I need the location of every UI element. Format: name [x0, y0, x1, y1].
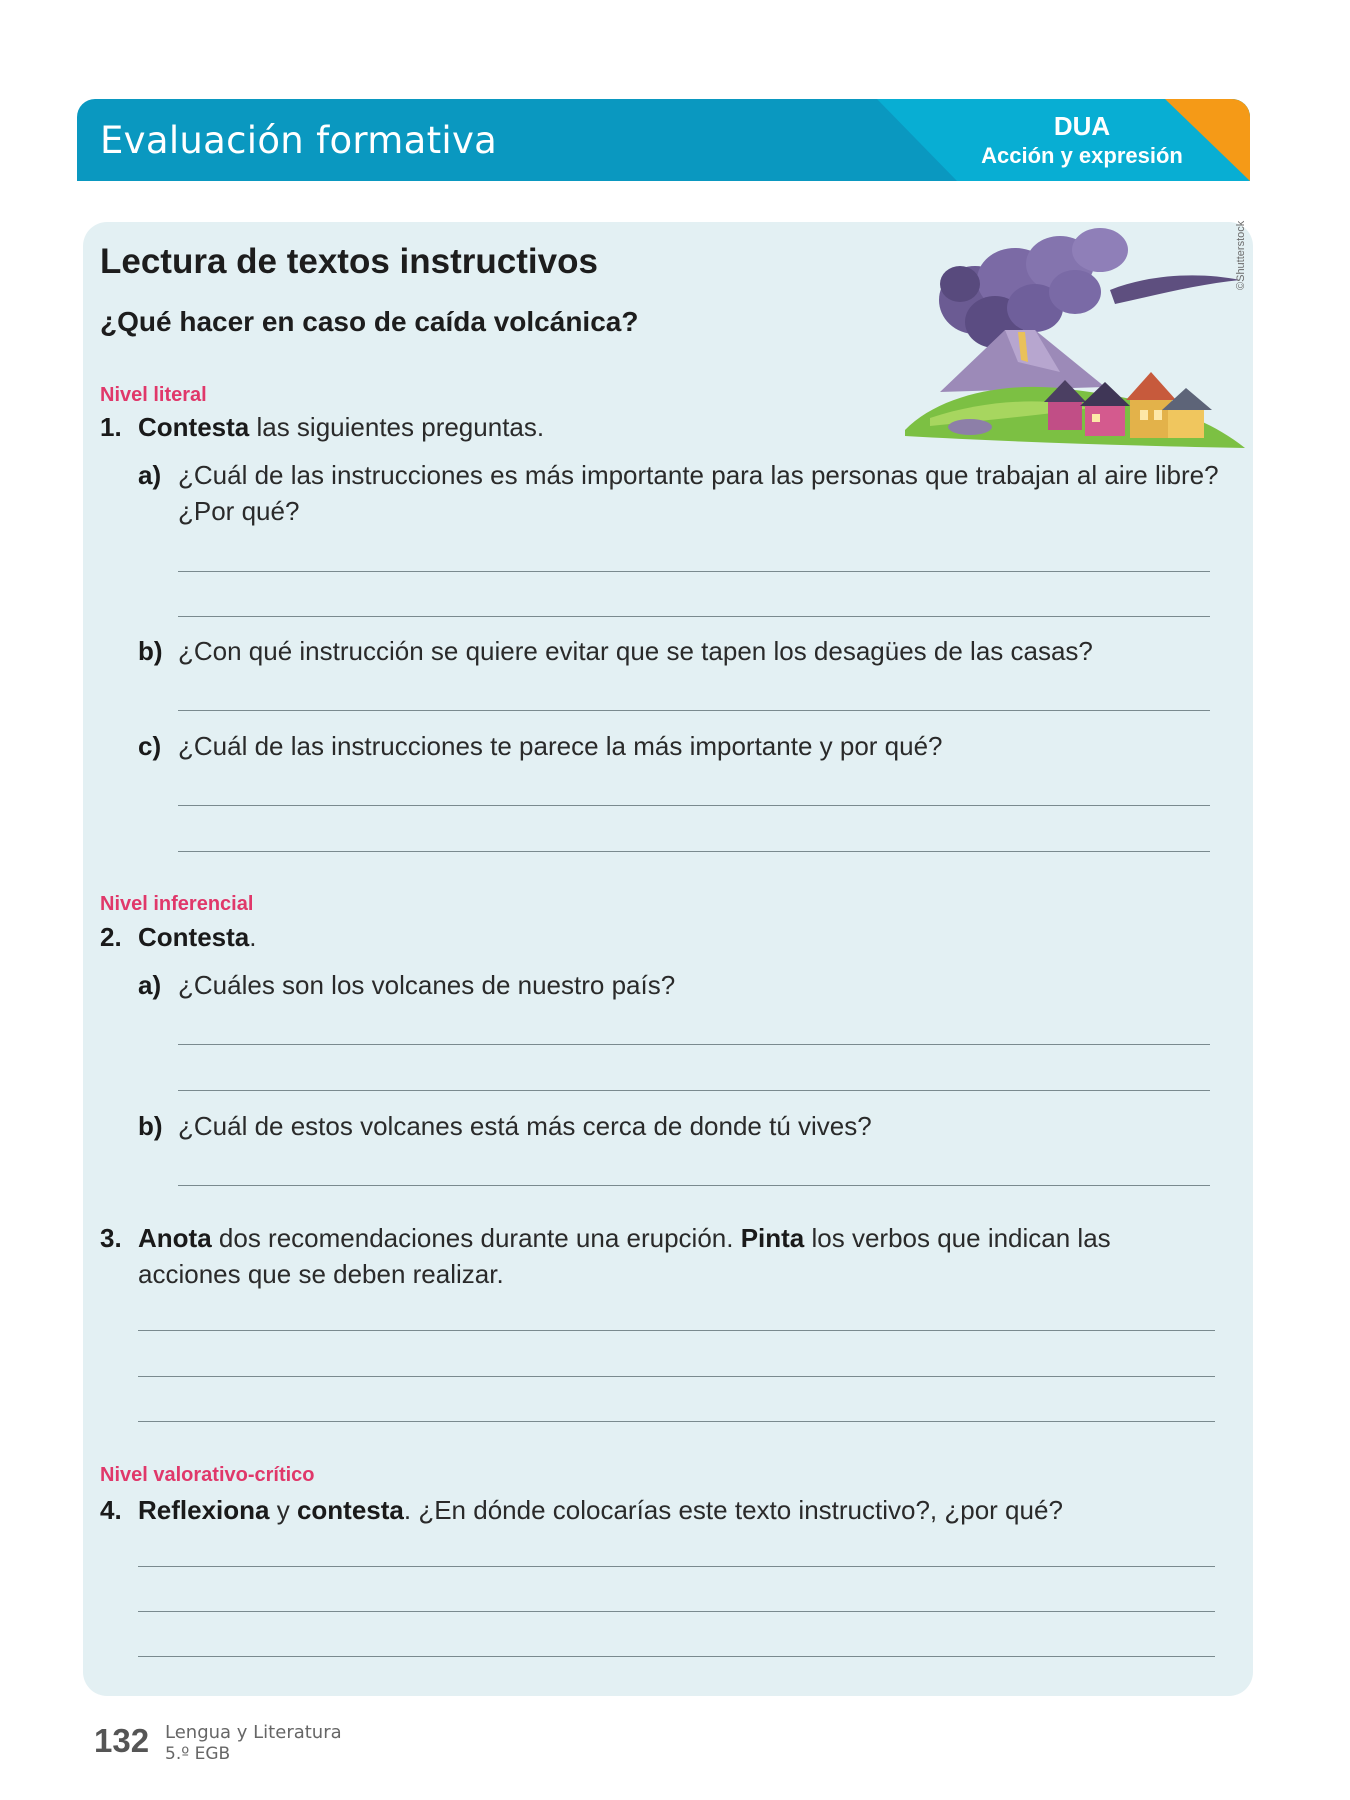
question-4-text-1: y — [269, 1495, 297, 1525]
answer-line[interactable] — [178, 851, 1210, 852]
question-2-text: . — [249, 922, 257, 952]
answer-line[interactable] — [178, 616, 1210, 617]
question-1b-text: ¿Con qué instrucción se quiere evitar que se tapen los desagües de las casas? — [178, 636, 1093, 666]
answer-line[interactable] — [138, 1566, 1215, 1567]
question-1a-text: ¿Cuál de las instrucciones es más importante para las personas que trabajan al aire libre? — [178, 460, 1219, 490]
level-label-inferencial: Nivel inferencial — [100, 893, 254, 915]
image-credit: ©Shutterstock — [1235, 220, 1247, 290]
section-subtitle: ¿Qué hacer en caso de caída volcánica? — [100, 306, 639, 337]
question-1c-letter: c) — [138, 731, 162, 761]
question-2a-letter: a) — [138, 970, 162, 1000]
answer-line[interactable] — [138, 1656, 1215, 1657]
question-1c-text: ¿Cuál de las instrucciones te parece la más importante y por qué? — [178, 731, 943, 761]
question-4-number: 4. — [100, 1495, 122, 1525]
answer-line[interactable] — [178, 710, 1210, 711]
question-1-number: 1. — [100, 412, 122, 442]
banner-title: Evaluación formativa — [100, 119, 498, 162]
dua-subtitle: Acción y expresión — [981, 143, 1183, 168]
answer-line[interactable] — [138, 1611, 1215, 1612]
question-4-prompt — [138, 1492, 1063, 1528]
question-1b-letter: b) — [138, 636, 163, 666]
question-1-verb: Contesta — [138, 412, 250, 442]
answer-line[interactable] — [138, 1421, 1215, 1422]
question-2b-letter: b) — [138, 1111, 163, 1141]
page-number: 132 — [94, 1722, 150, 1759]
level-label-valorativo: Nivel valorativo-crítico — [100, 1464, 315, 1486]
answer-line[interactable] — [138, 1330, 1215, 1331]
question-3-prompt-cont: acciones que se deben realizar. — [138, 1259, 504, 1289]
question-3-text-2: los verbos que indican las — [804, 1223, 1111, 1253]
answer-line[interactable] — [138, 1376, 1215, 1377]
question-2b-text: ¿Cuál de estos volcanes está más cerca de donde tú vives? — [178, 1111, 872, 1141]
volcano-illustration — [900, 222, 1250, 457]
question-2-number: 2. — [100, 922, 122, 952]
level-label-literal: Nivel literal — [100, 384, 207, 406]
footer-grade: 5.º EGB — [165, 1744, 231, 1764]
question-4-text-2: . ¿En dónde colocarías este texto instructivo?, ¿por qué? — [403, 1495, 1063, 1525]
question-2-verb: Contesta — [138, 922, 250, 952]
question-4-verb-reflexiona: Reflexiona — [138, 1495, 270, 1525]
section-title: Lectura de textos instructivos — [100, 242, 598, 281]
question-3-verb-anota: Anota — [138, 1223, 212, 1253]
question-3-text-1: dos recomendaciones durante una erupción. — [211, 1223, 741, 1253]
dua-label: DUA — [1053, 111, 1111, 141]
answer-line[interactable] — [178, 1185, 1210, 1186]
question-2a-text: ¿Cuáles son los volcanes de nuestro país? — [178, 970, 676, 1000]
answer-line[interactable] — [178, 805, 1210, 806]
answer-line[interactable] — [178, 571, 1210, 572]
answer-line[interactable] — [178, 1090, 1210, 1091]
question-1-text: las siguientes preguntas. — [249, 412, 545, 442]
question-3-verb-pinta: Pinta — [740, 1223, 805, 1253]
question-1a-text-cont: ¿Por qué? — [178, 496, 300, 526]
answer-line[interactable] — [178, 1044, 1210, 1045]
question-3-number: 3. — [100, 1223, 122, 1253]
question-1a-letter: a) — [138, 460, 162, 490]
footer-subject: Lengua y Literatura — [165, 1722, 342, 1743]
question-4-verb-contesta: contesta — [296, 1495, 404, 1525]
question-3-prompt — [138, 1220, 1111, 1256]
question-1-prompt — [138, 409, 544, 445]
question-2-prompt — [138, 919, 256, 955]
header-banner — [77, 99, 1250, 181]
